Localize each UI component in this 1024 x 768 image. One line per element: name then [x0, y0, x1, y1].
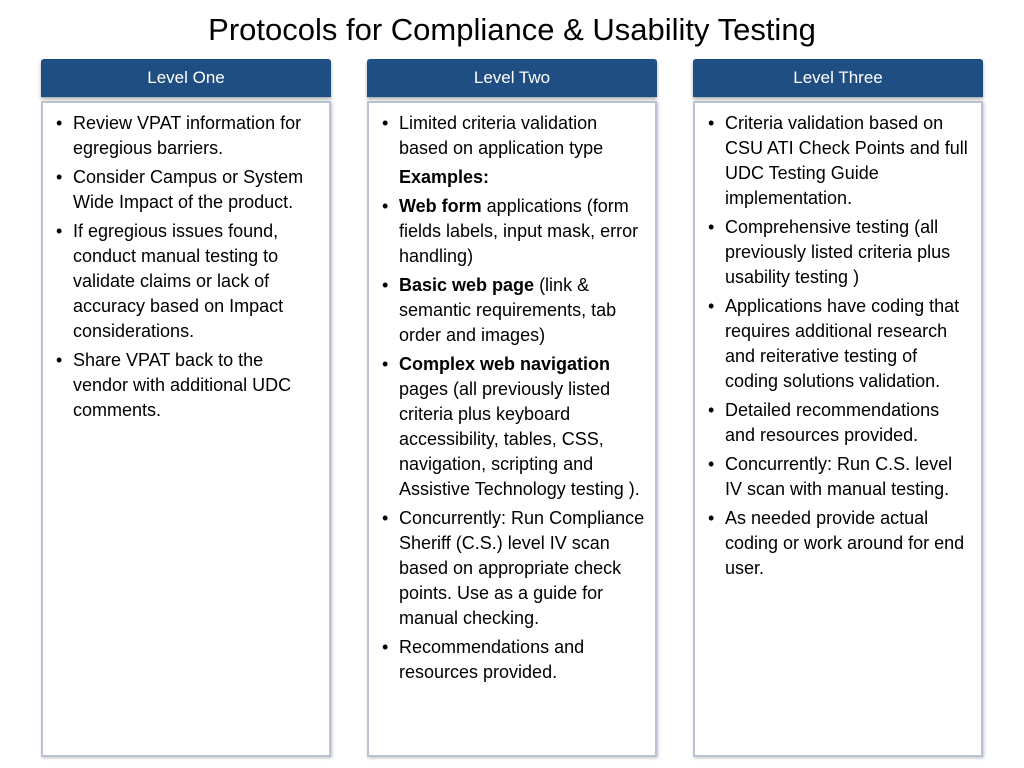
complex-web-navigation-label: Complex web navigation [399, 354, 611, 374]
list-item: • Limited criteria validation based on application type [381, 111, 645, 161]
list-item: • Detailed recommendations and resources provided. [707, 398, 971, 448]
level-one-panel [41, 101, 331, 757]
list-item: • Recommendations and resources provided. [381, 635, 645, 685]
list-item: • Concurrently: Run Compliance Sheriff (C.S.) level IV scan based on appropriate check points. Use as a guide for manual checking. [381, 506, 645, 631]
level-three-header: Level Three [693, 59, 983, 97]
list-item: • Comprehensive testing (all previously listed criteria plus usability testing ) [707, 215, 971, 290]
level-two-header: Level Two [367, 59, 657, 97]
level-two-list [381, 111, 645, 685]
list-item [381, 273, 645, 348]
level-three-list [707, 111, 971, 581]
basic-web-page-text: (link & semantic requirements, tab order and images) [399, 275, 617, 345]
complex-web-navigation-text: pages (all previously listed criteria plus keyboard accessibility, tables, CSS, navigation, scripting and Assistive Technology testing ). [399, 379, 640, 499]
level-one-list [55, 111, 319, 423]
level-three-panel [693, 101, 983, 757]
list-item: • Concurrently: Run C.S. level IV scan with manual testing. [707, 452, 971, 502]
list-item: • As needed provide actual coding or work around for end user. [707, 506, 971, 581]
list-item: • Criteria validation based on CSU ATI Check Points and full UDC Testing Guide implementation. [707, 111, 971, 211]
basic-web-page-label: Basic web page [399, 275, 535, 295]
list-item: • If egregious issues found, conduct manual testing to validate claims or lack of accuracy based on Impact considerations. [55, 219, 319, 344]
level-two-column [367, 59, 657, 757]
level-two-panel [367, 101, 657, 757]
level-three-column [693, 59, 983, 757]
list-item: • Review VPAT information for egregious barriers. [55, 111, 319, 161]
list-item: • Applications have coding that requires additional research and reiterative testing of coding solutions validation. [707, 294, 971, 394]
examples-label: Examples: [399, 167, 490, 187]
level-one-column [41, 59, 331, 757]
list-item [381, 352, 645, 502]
list-item: • Consider Campus or System Wide Impact of the product. [55, 165, 319, 215]
web-form-label: Web form [399, 196, 482, 216]
slide-title: Protocols for Compliance & Usability Testing [208, 12, 816, 47]
web-form-text: applications (form fields labels, input mask, error handling) [399, 196, 639, 266]
level-one-header: Level One [41, 59, 331, 97]
list-item: • Share VPAT back to the vendor with additional UDC comments. [55, 348, 319, 423]
list-item [381, 194, 645, 269]
